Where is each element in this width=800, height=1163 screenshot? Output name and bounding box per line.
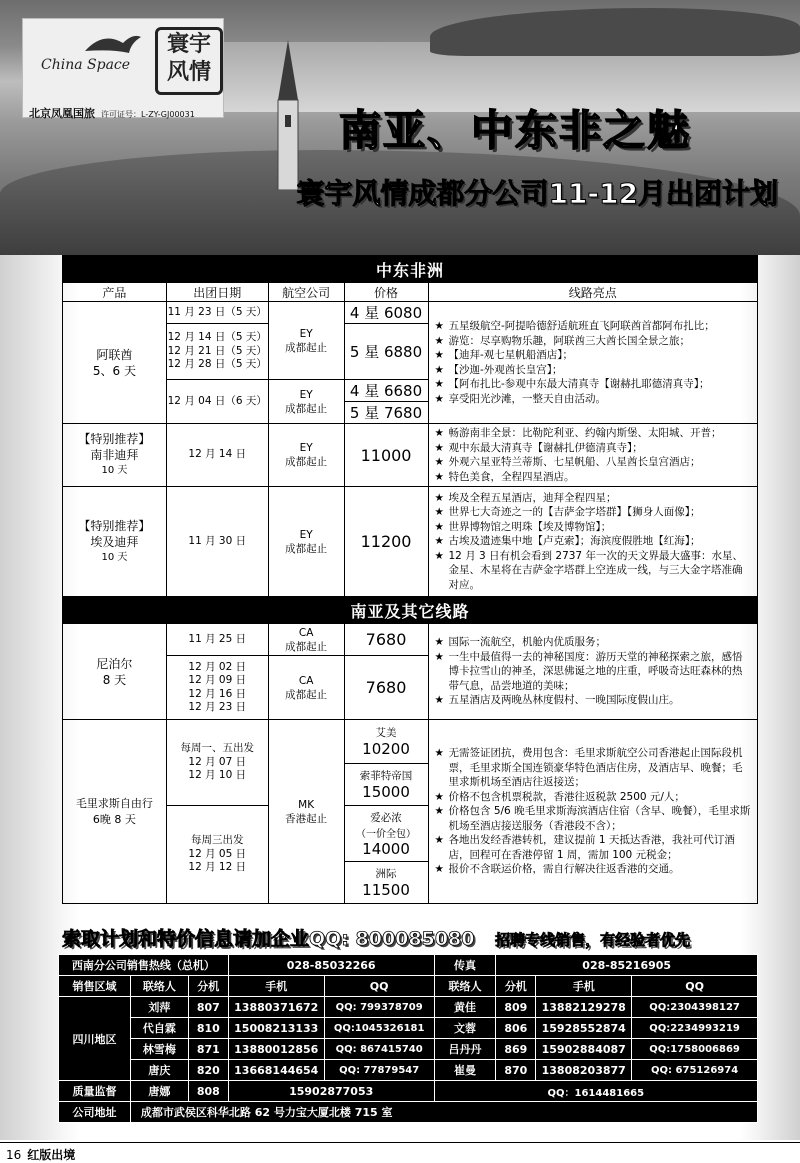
column-header: QQ [632,976,758,997]
table-row [63,624,758,656]
qq-info: 索取计划和特价信息请加企业QQ: 800085080 [62,928,475,950]
table-row [63,487,758,597]
qq-number: QQ:1758006869 [632,1039,758,1060]
logo-chinese-mark: 寰宇风情 [155,27,223,95]
airline: EY 成都起止 [268,380,344,424]
company-address: 成都市武侯区科华北路 62 号力宝大厦北楼 715 室 [130,1102,757,1123]
airline: EY 成都起止 [268,424,344,487]
star-icon: ★ [434,456,444,468]
departure-dates: 每周一、五出发 12 月 07 日 12 月 10 日 [166,720,268,806]
star-icon: ★ [434,470,444,483]
airline: EY 成都起止 [268,487,344,597]
contact-name: 刘萍 [130,997,188,1018]
contact-name: 崔曼 [434,1060,496,1081]
hotel-price: 索菲特帝国 15000 [344,764,428,806]
extension: 807 [188,997,228,1018]
contact-header-row [59,976,758,997]
qq-number: QQ: 799378709 [324,997,434,1018]
hotel-price: 艾美 10200 [344,720,428,764]
table-row [59,1039,758,1060]
star-icon: ★ [434,349,444,361]
airline: MK 香港起止 [268,720,344,904]
itinerary-table [62,255,758,904]
star-icon: ★ [434,520,444,533]
table-row [59,997,758,1018]
table-row [63,424,758,487]
star-icon: ★ [434,650,444,663]
star-icon: ★ [434,378,444,390]
logo-english: China Space [41,57,131,73]
quality-row [59,1081,758,1102]
star-icon: ★ [434,694,444,707]
contact-name: 黄佳 [434,997,496,1018]
column-header: QQ [324,976,434,997]
page-number: 16 [6,1148,22,1162]
column-header: 手机 [228,976,324,997]
star-icon: ★ [434,863,444,876]
island-silhouette [430,8,800,56]
fax-label: 传真 [434,955,496,976]
star-icon: ★ [434,805,444,818]
contact-name: 林雪梅 [130,1039,188,1060]
star-icon: ★ [434,363,444,376]
table-row [59,1060,758,1081]
star-icon: ★ [434,334,444,347]
departure-dates: 12 月 02 日 12 月 09 日 12 月 16 日 12 月 23 日 [166,656,268,720]
star-icon: ★ [434,320,444,332]
star-icon: ★ [434,535,444,548]
company-name: 北京凤凰国旅 [29,107,95,120]
license-number: 许可证号：L-ZY-GJ00031 [101,110,195,119]
highlights-uae: ★ 五星级航空-阿提哈德舒适航班直飞阿联酋首都阿布扎比； ★ 游览：尽享购物乐趣，阿联酋三大酋长国全景之旅； ★ 【迪拜-观七星帆船酒店】； ★ 【沙迦-外观酋长皇宫】； ★ 【阿布扎比-参观中东最大清真寺【谢赫扎耶德清真寺】； ★ 享受阳光沙滩，一整天自由活动。 [428,302,758,424]
star-icon: ★ [434,441,444,454]
phoenix-logo-icon [83,29,143,59]
quality-name: 唐娜 [130,1081,188,1102]
star-icon: ★ [434,636,444,649]
mobile: 13880371672 [228,997,324,1018]
star-icon: ★ [434,834,444,847]
product-mauritius: 毛里求斯自由行 6晚 8 天 [63,720,167,904]
price: 5 星 7680 [344,402,428,424]
column-header: 销售区域 [59,976,131,997]
star-icon: ★ [434,549,444,562]
star-icon: ★ [434,392,444,405]
fax-number: 028-85216905 [496,955,758,976]
page-footer [6,1146,75,1163]
mobile: 13880012856 [228,1039,324,1060]
hotline-label: 西南分公司销售热线（总机） [59,955,229,976]
quality-extension: 808 [188,1081,228,1102]
product-nepal: 尼泊尔 8 天 [63,624,167,720]
contact-table-wrapper [58,954,758,1123]
highlights-nepal: ★ 国际一流航空，机舱内优质服务； ★ 一生中最值得一去的神秘国度：游历天堂的神秘探索之旅，感悟博卡拉雪山的神圣，深思佛诞之地的庄重，呼吸奇达旺森林的热带气息，品尝地道的美味； ★ 五星酒店及两晚丛林度假村、一晚国际度假山庄。 [428,624,758,720]
section-name: 红版出境 [27,1148,76,1162]
extension: 870 [496,1060,536,1081]
price: 5 星 6880 [344,324,428,380]
extension: 820 [188,1060,228,1081]
table-row [63,720,758,764]
highlights-mauritius: ★ 无需签证团抗，费用包含：毛里求斯航空公司香港起止国际段机票，毛里求斯全国连锁豪华特色酒店住房，及酒店早、晚餐；毛里求斯机场至酒店往返接送； ★ 价格不包含机票税款，香港往返税款 2500 元/人； ★ 价格包含 5/6 晚毛里求斯海滨酒店住宿（含早、晚餐），毛里求斯机场至酒店接送服务（香港段不含）； ★ 各地出发经香港转机，建议提前 1 天抵达香港，我社可代订酒店，回程可在香港停留 1 周，需加 100 元税金； ★ 报价不含联运价格，需自行解决往返香港的交通。 [428,720,758,904]
star-icon: ★ [434,427,444,439]
qq-banner [62,924,772,951]
recruit-notice: 招聘专线销售，有经验者优先 [495,931,691,949]
star-icon: ★ [434,491,444,504]
mobile: 15008213133 [228,1018,324,1039]
column-header: 产品 [63,283,167,302]
extension: 806 [496,1018,536,1039]
page-subtitle: 寰宇风情成都分公司11-12月出团计划 [296,177,778,210]
quality-label: 质量监督 [59,1081,131,1102]
column-header: 线路亮点 [428,283,758,302]
product-uae: 阿联酋 5、6 天 [63,302,167,424]
star-icon: ★ [434,506,444,519]
price: 11000 [344,424,428,487]
footer-divider [0,1142,800,1143]
mobile: 15902884087 [536,1039,632,1060]
column-header: 价格 [344,283,428,302]
column-header: 联络人 [434,976,496,997]
airline: CA 成都起止 [268,656,344,720]
hotline-row [59,955,758,976]
sales-region: 四川地区 [59,997,131,1081]
qq-number: QQ:2304398127 [632,997,758,1018]
hotel-price: 洲际 11500 [344,862,428,904]
qq-number: QQ: 675126974 [632,1060,758,1081]
address-label: 公司地址 [59,1102,131,1123]
qq-number: QQ:1045326181 [324,1018,434,1039]
table-header-row [63,283,758,302]
departure-date: 12 月 04 日（6 天） [166,380,268,424]
itinerary-table-wrapper [62,255,758,904]
page-title: 南亚、中东非之魅 [338,106,691,155]
section-header-south-asia: 南亚及其它线路 [63,597,758,624]
quality-phone: 15902877053 [228,1081,434,1102]
qq-number: QQ: 77879547 [324,1060,434,1081]
contact-table [58,954,758,1123]
star-icon: ★ [434,790,444,803]
departure-date: 11 月 25 日 [166,624,268,656]
mobile: 15928552874 [536,1018,632,1039]
extension: 871 [188,1039,228,1060]
column-header: 联络人 [130,976,188,997]
qq-number: QQ: 867415740 [324,1039,434,1060]
price: 11200 [344,487,428,597]
column-header: 分机 [496,976,536,997]
price: 7680 [344,656,428,720]
airline: EY 成都起止 [268,302,344,380]
contact-name: 唐庆 [130,1060,188,1081]
price: 7680 [344,624,428,656]
departure-dates: 每周三出发 12 月 05 日 12 月 12 日 [166,806,268,904]
mobile: 13808203877 [536,1060,632,1081]
header-photo [0,0,800,255]
price: 4 星 6080 [344,302,428,324]
departure-date: 11 月 30 日 [166,487,268,597]
highlights-south-africa-dubai: ★ 畅游南非全景：比勒陀利亚、约翰内斯堡、太阳城、开普； ★ 观中东最大清真寺【谢赫扎伊德清真寺】； ★ 外观六星亚特兰蒂斯、七星帆船、八星酋长皇宫酒店； ★ 特色美食，全程四星酒店。 [428,424,758,487]
extension: 869 [496,1039,536,1060]
departure-date: 12 月 14 日 [166,424,268,487]
table-row [63,302,758,324]
price: 4 星 6680 [344,380,428,402]
extension: 810 [188,1018,228,1039]
product-egypt-dubai: 【特别推荐】 埃及迪拜 10 天 [63,487,167,597]
table-row [59,1018,758,1039]
quality-qq: QQ：1614481665 [434,1081,757,1102]
hotline-number: 028-85032266 [228,955,434,976]
qq-number: QQ:2234993219 [632,1018,758,1039]
address-row [59,1102,758,1123]
section-header-mideast-africa: 中东非洲 [63,256,758,283]
column-header: 航空公司 [268,283,344,302]
mobile: 13882129278 [536,997,632,1018]
extension: 809 [496,997,536,1018]
contact-name: 吕丹丹 [434,1039,496,1060]
mobile: 13668144654 [228,1060,324,1081]
column-header: 分机 [188,976,228,997]
hotel-price: 爱必浓 （一价全包） 14000 [344,806,428,862]
departure-dates: 12 月 14 日（5 天） 12 月 21 日（5 天） 12 月 28 日（5 天） [166,324,268,380]
product-south-africa-dubai: 【特别推荐】 南非迪拜 10 天 [63,424,167,487]
column-header: 出团日期 [166,283,268,302]
star-icon: ★ [434,747,444,760]
contact-name: 代自霖 [130,1018,188,1039]
contact-name: 文蓉 [434,1018,496,1039]
highlights-egypt-dubai: ★ 埃及全程五星酒店，迪拜全程四星； ★ 世界七大奇迹之一的【吉萨金字塔群】【狮身人面像】； ★ 世界博物馆之明珠【埃及博物馆】； ★ 古埃及遗迹集中地【卢克索】；海滨度假胜地【红海】； ★ 12 月 3 日有机会看到 2737 年一次的天文界最大盛事：水星、金星、木星将在吉萨金字塔群上空连成一线，与三大金字塔准确对应。 [428,487,758,597]
column-header: 手机 [536,976,632,997]
airline: CA 成都起止 [268,624,344,656]
departure-date: 11 月 23 日（5 天） [166,302,268,324]
